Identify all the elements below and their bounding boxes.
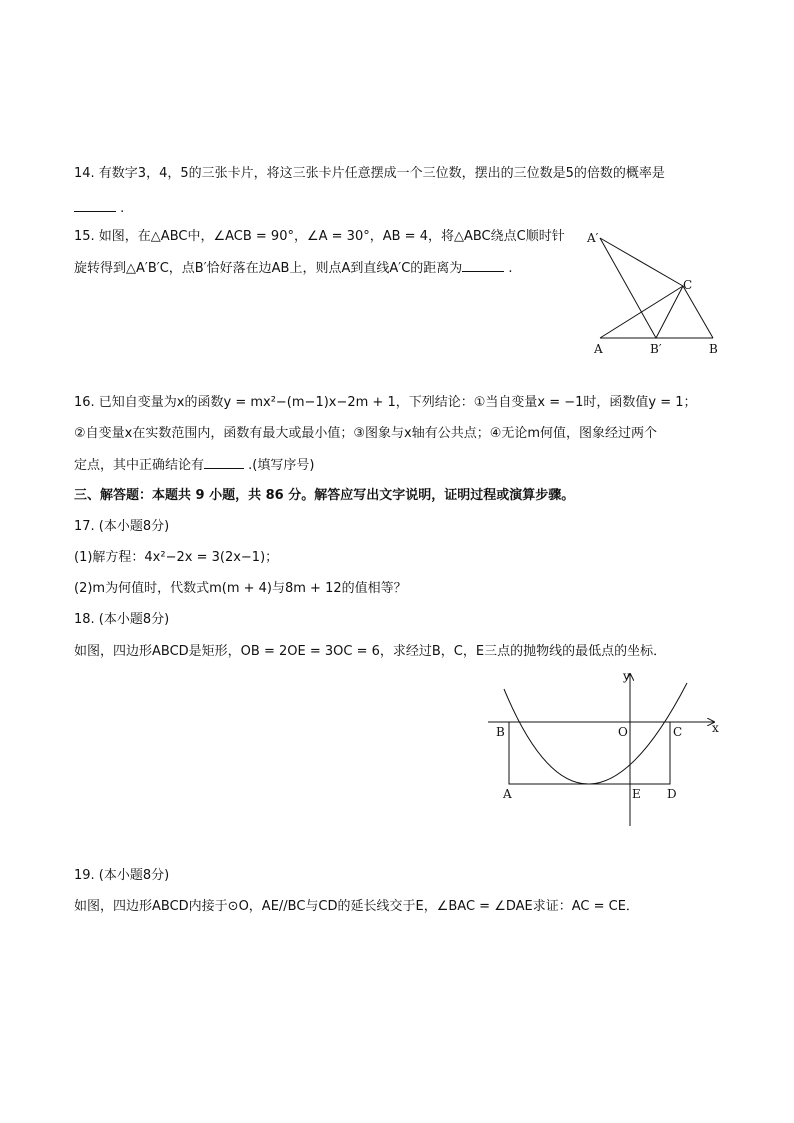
section-3-heading [74,486,574,506]
q17-part2 [74,579,407,599]
q18-label-o: O [618,725,628,739]
q15-line2 [74,258,513,279]
q18-label-c: C [673,725,683,739]
q18-label-x: x [712,721,719,735]
q18-rectangle [509,722,670,784]
q18-title-text: 18. (本小题8分) [74,612,170,627]
q15-label-b-prime: B′ [650,342,662,356]
q15-label-b: B [709,342,718,356]
q14-text: 14. 有数字3，4，5的三张卡片，将这三张卡片任意摆成一个三位数，摆出的三位数是5的倍数的概率是 [74,166,665,181]
q16-text-line1: 16. 已知自变量为x的函数y = mx²−(m−1)x−2m + 1，下列结论：①当自变量x = −1时，函数值y = 1； [74,395,697,410]
q14-line2-end: . [116,201,125,216]
q15-label-a: A [594,342,603,356]
q18-parabola [504,683,687,784]
q17-title-text: 17. (本小题8分) [74,519,170,534]
q16-text-line3-end: .(填写序号) [244,458,315,473]
q18-parabola-figure [484,668,724,830]
q15-segment-B1C [656,286,683,338]
q15-text-line1: 15. 如图，在△ABC中，∠ACB = 90°，∠A = 30°，AB = 4，将△ABC绕点C顺时针 [74,229,565,244]
section-3-heading-text: 三、解答题：本题共 9 小题，共 86 分。解答应写出文字说明，证明过程或演算步骤。 [74,488,575,503]
q19-title [74,866,169,886]
q14-line1 [74,164,665,184]
q15-line1 [74,227,565,247]
q18-label-e: E [632,787,641,801]
q16-answer-blank [204,455,244,469]
q19-text-line [74,897,639,917]
q18-label-b: B [496,725,505,739]
q16-text-line3-start: 定点，其中正确结论有 [74,458,205,473]
q15-answer-blank [462,258,504,272]
q15-triangle-figure [586,226,726,358]
q15-text-line2: 旋转得到△A′B′C，点B′恰好落在边AB上，则点A到直线A′C的距离为 [74,261,463,276]
q15-segment-A1C [600,238,683,286]
q19-text: 如图，四边形ABCD内接于⊙O，AE//BC与CD的延长线交于E，∠BAC = ∠DAE求证：AC = CE． [74,899,639,914]
q15-label-c: C [683,278,693,292]
q18-text-line [74,642,666,662]
q15-label-a-prime: A′ [587,231,599,245]
q19-title-text: 19. (本小题8分) [74,868,170,883]
q15-segment-CB [683,286,713,338]
q18-title [74,610,169,630]
q18-text: 如图，四边形ABCD是矩形，OB = 2OE = 3OC = 6，求经过B，C，E三点的抛物线的最低点的坐标． [74,644,667,659]
q16-line1 [74,393,697,413]
q16-text-line2: ②自变量x在实数范围内，函数有最大或最小值；③图象与x轴有公共点；④无论m何值，图象经过两个 [74,426,658,441]
q18-label-d: D [667,787,677,801]
q16-line2 [74,424,657,444]
q14-answer-blank [74,198,116,212]
q17-title [74,517,169,537]
q15-segment-A1B1 [600,238,656,338]
q16-line3 [74,455,314,476]
q17-part1 [74,548,278,568]
q18-label-y: y [623,669,630,683]
q15-line2-end: . [504,261,513,276]
q14-line2 [74,198,124,219]
q17-part1-text: (1)解方程：4x²−2x = 3(2x−1)； [74,550,279,565]
q18-label-a: A [503,787,512,801]
q17-part2-text: (2)m为何值时，代数式m(m + 4)与8m + 12的值相等？ [74,581,407,596]
